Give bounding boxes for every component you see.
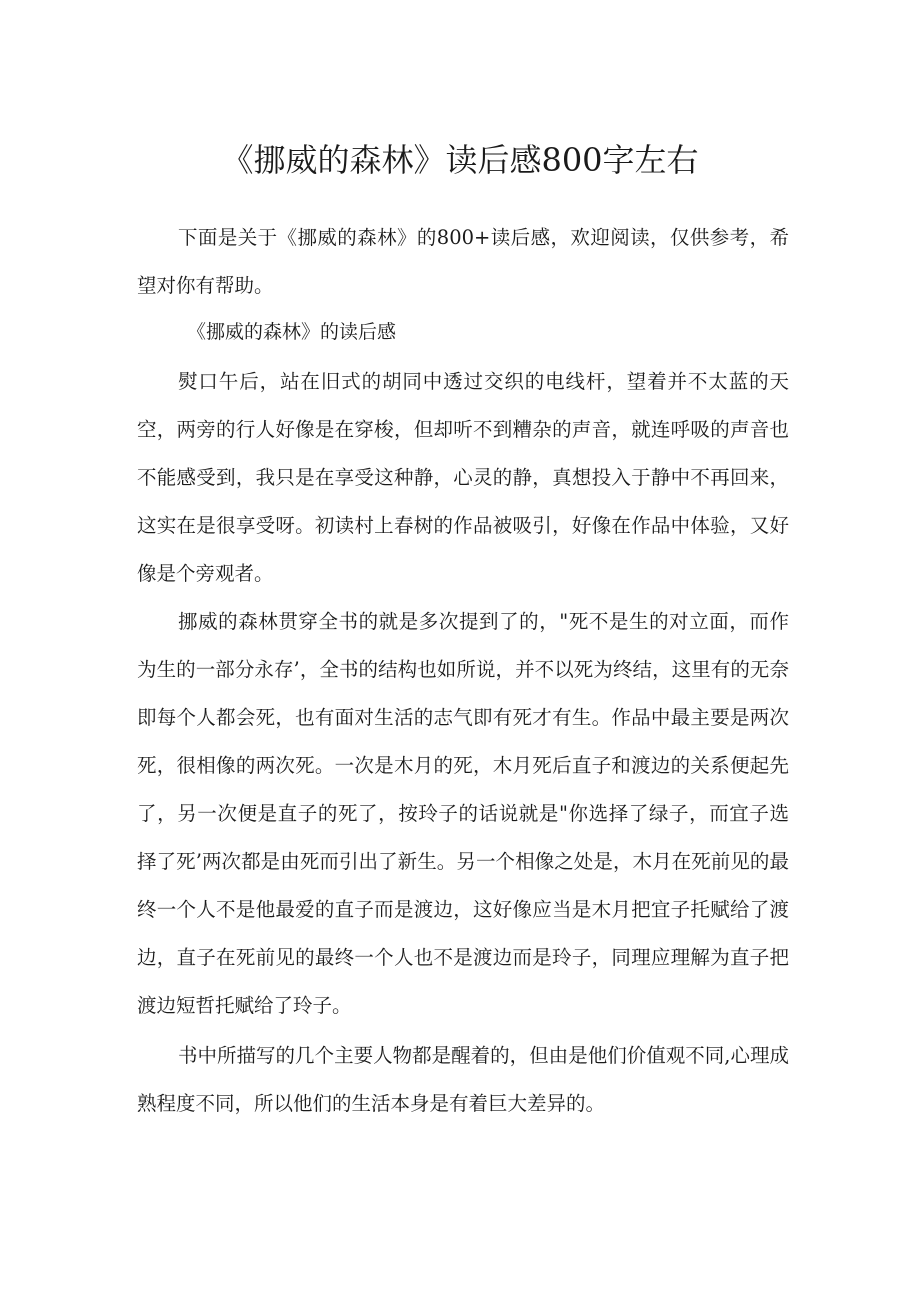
document-title: 《挪威的森林》读后感800字左右	[221, 141, 699, 179]
section-subtitle: 《挪威的森林》的读后感	[187, 321, 397, 343]
body-paragraph-1: 熨口午后，站在旧式的胡同中透过交织的电线杆，望着并不太蓝的天空，两旁的行人好像是在穿梭，但却听不到糟杂的声音，就连呼吸的声音也不能感受到，我只是在享受这种静，心灵的静，真想投入于静中不再回来，这实在是很享受呀。初读村上春树的作品被吸引，好像在作品中体验，又好像是个旁观者。	[137, 370, 789, 585]
intro-paragraph: 下面是关于《挪威的森林》的800+读后感，欢迎阅读，仅供参考，希望对你有帮助。	[137, 226, 789, 297]
body-paragraph-3: 书中所描写的几个主要人物都是醒着的，但由是他们价值观不同,心理成熟程度不同，所以他们的生活本身是有着巨大差异的。	[137, 1044, 789, 1115]
body-paragraph-2: 挪威的森林贯穿全书的就是多次提到了的，"死不是生的对立面，而作为生的一部分永存’，全书的结构也如所说，并不以死为终结，这里有的无奈即每个人都会死，也有面对生活的志气即有死才有生。作品中最主要是两次死，很相像的两次死。一次是木月的死，木月死后直子和渡边的关系便起先了，另一次便是直子的死了，按玲子的话说就是"你选择了绿子，而宜子选择了死’两次都是由死而引出了新生。另一个相像之处是，木月在死前见的最终一个人不是他最爱的直子而是渡边，这好像应当是木月把宜子托赋给了渡边，直子在死前见的最终一个人也不是渡边而是玲子，同理应理解为直子把渡边短哲托赋给了玲子。	[137, 610, 789, 1017]
